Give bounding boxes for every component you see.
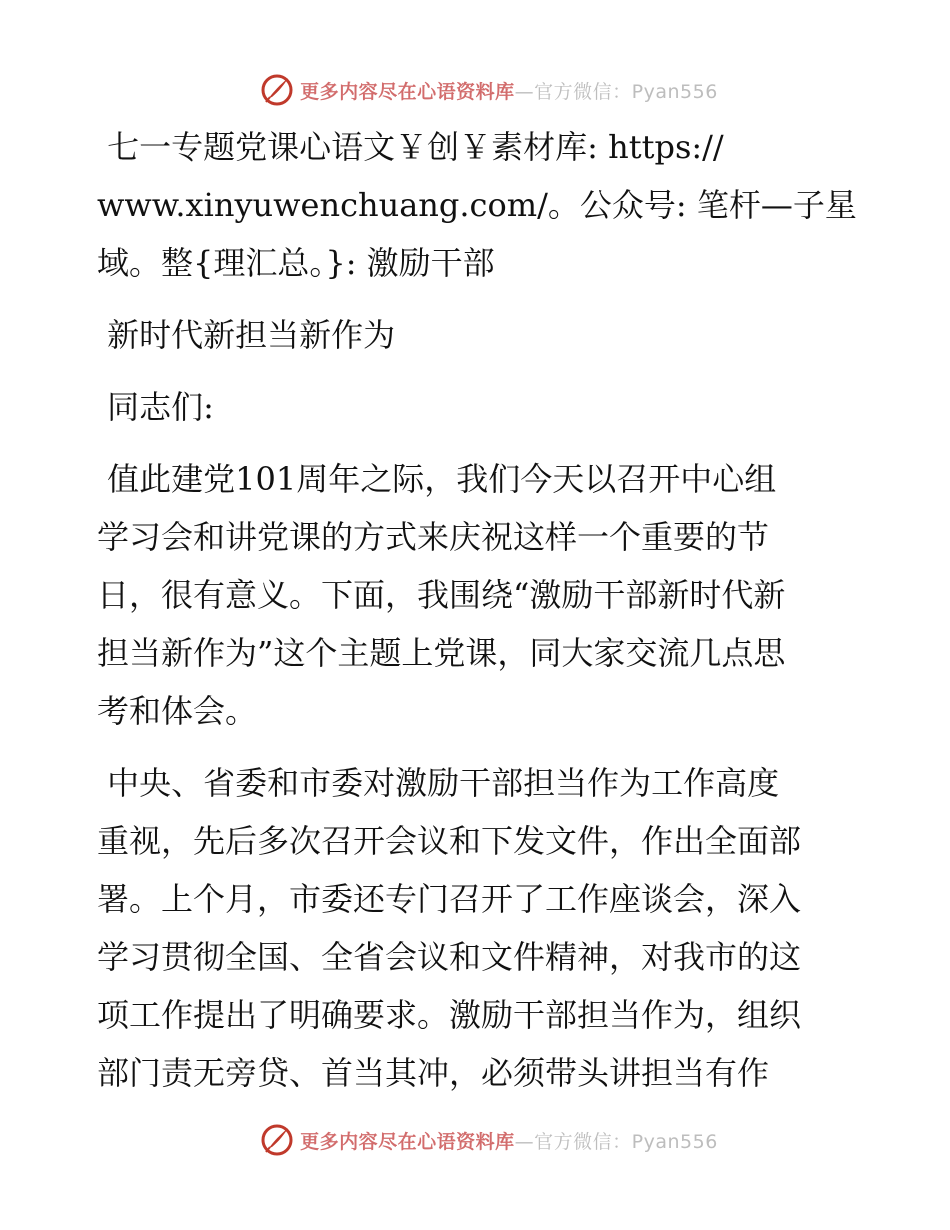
paragraph-1-line: 担当新作为”这个主题上党课，同大家交流几点思: [97, 634, 786, 672]
header-banner-highlight: 更多内容尽在心语资料库: [300, 80, 515, 103]
paragraph-2-line: 项工作提出了明确要求。激励干部担当作为，组织: [97, 996, 802, 1034]
paragraph-2-line: 中央、省委和市委对激励干部担当作为工作高度: [97, 764, 780, 802]
footer-banner-rest: —官方微信：Pyan556: [514, 1130, 718, 1153]
header-banner-text: [300, 77, 718, 104]
footer-banner-text: [300, 1127, 718, 1154]
paragraph-1-line: 日，很有意义。下面，我围绕“激励干部新时代新: [97, 576, 786, 614]
paragraph-2-line: 部门责无旁贷、首当其冲，必须带头讲担当有作: [97, 1054, 770, 1092]
paragraph-1-line: 学习会和讲党课的方式来庆祝这样一个重要的节: [97, 518, 770, 556]
paragraph-2-line: 署。上个月，市委还专门召开了工作座谈会，深入: [97, 880, 802, 918]
paragraph-2-line: 学习贯彻全国、全省会议和文件精神，对我市的这: [97, 938, 802, 976]
footer-watermark-banner: [0, 1120, 950, 1160]
intro-line: 域。整{理汇总。}: 激励干部: [97, 244, 495, 282]
document-title: 新时代新担当新作为: [97, 316, 396, 354]
feather-circle-logo-icon: [260, 1123, 294, 1157]
footer-banner-inner: [260, 1123, 718, 1157]
header-banner-rest: —官方微信：Pyan556: [514, 80, 718, 103]
paragraph-2-line: 重视，先后多次召开会议和下发文件，作出全面部: [97, 822, 802, 860]
document-body: [97, 118, 857, 1102]
header-banner-inner: [260, 73, 718, 107]
footer-banner-highlight: 更多内容尽在心语资料库: [300, 1130, 515, 1153]
feather-circle-logo-icon: [260, 73, 294, 107]
paragraph-1-line: 考和体会。: [97, 692, 258, 730]
header-watermark-banner: [0, 70, 950, 110]
intro-line: 七一专题党课心语文￥创￥素材库: https://: [97, 128, 724, 166]
salutation: 同志们:: [97, 388, 214, 426]
paragraph-1-line: 值此建党101周年之际，我们今天以召开中心组: [97, 460, 777, 498]
intro-line: www.xinyuwenchuang.com/。公众号: 笔杆—子星: [97, 186, 857, 224]
